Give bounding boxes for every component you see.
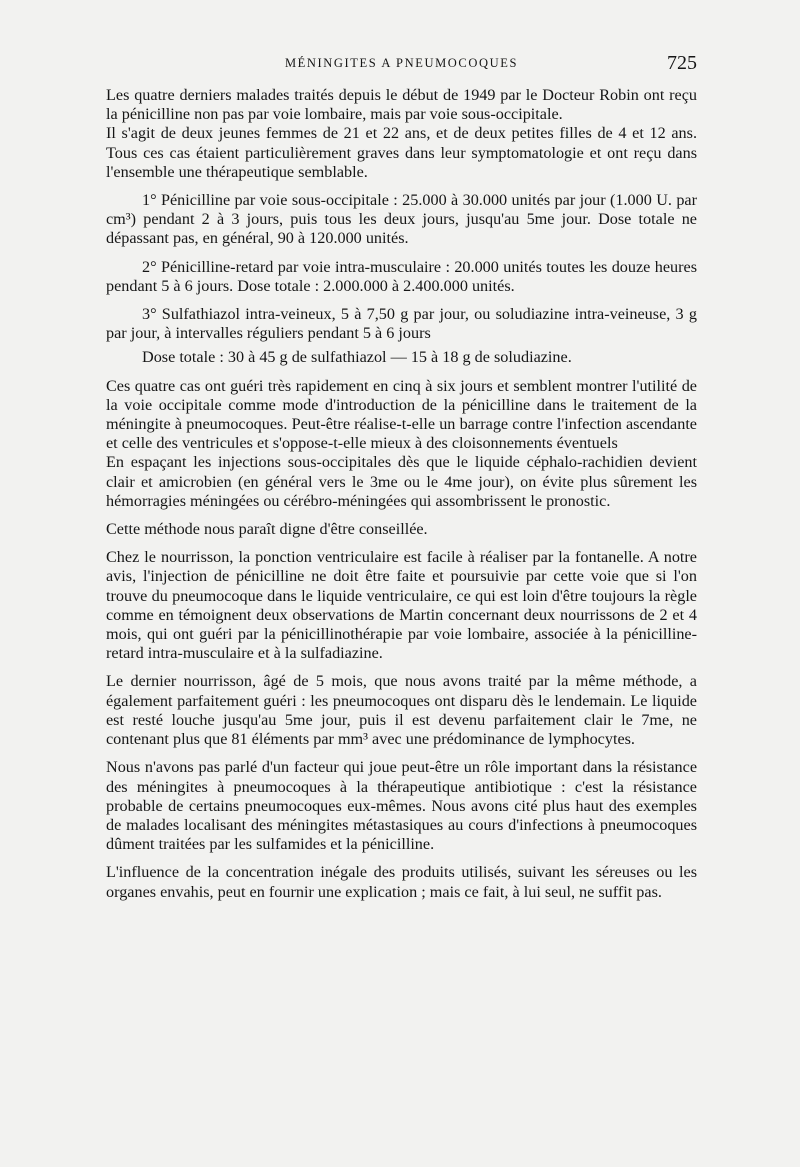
treatment-item-3: 3° Sulfathiazol intra-veineux, 5 à 7,50 g par jour, ou soludiazine intra-veineuse, 3 g par jour, à intervalles réguliers pendant 5 à 6 jours — [106, 305, 697, 343]
paragraph-injections: En espaçant les injections sous-occipitales dès que le liquide céphalo-rachidien devient clair et amicrobien (en général vers le 3me ou le 4me jour), on évite plus sûrement les hémorragies méningées ou cérébro-méningées qui assombrissent le pronostic. — [106, 453, 697, 510]
paragraph-resistance: Nous n'avons pas parlé d'un facteur qui joue peut-être un rôle important dans la résistance des méningites à pneumocoques à la thérapeutique antibiotique : c'est la résistance probable de certains pneumocoques eux-mêmes. Nous avons cité plus haut des exemples de malades localisant des méningites métastasiques au cours d'infections à pneumocoques dûment traitées par les sulfamides et la pénicilline. — [106, 758, 697, 854]
paragraph-conclusion: Ces quatre cas ont guéri très rapidement en cinq à six jours et semblent montrer l'utilité de la voie occipitale comme mode d'introduction de la pénicilline dans le traitement de la méningite à pneumocoques. Peut-être réalise-t-elle un barrage contre l'infection ascendante et celle des ventricules et s'oppose-t-elle mieux à des cloisonnements éventuels — [106, 376, 697, 453]
paragraph-last-infant: Le dernier nourrisson, âgé de 5 mois, que nous avons traité par la même méthode, a également parfaitement guéri : les pneumocoques ont disparu dès le lendemain. Le liquide est resté louche jusqu'au 5me jour, puis il est devenu parfaitement clair le 7me, ne contenant plus que 81 éléments par mm³ avec une prédominance de lymphocytes. — [106, 672, 697, 749]
treatment-item-1: 1° Pénicilline par voie sous-occipitale : 25.000 à 30.000 unités par jour (1.000 U. par cm³) pendant 2 à 3 jours, puis tous les deux jours, jusqu'au 5me jour. Dose totale ne dépassant pas, en général, 90 à 120.000 unités. — [106, 191, 697, 248]
page-number: 725 — [667, 52, 697, 74]
paragraph-1: Les quatre derniers malades traités depuis le début de 1949 par le Docteur Robin ont reçu la pénicilline non pas par voie lombaire, mais par voie sous-occipitale. — [106, 86, 697, 124]
paragraph-influence: L'influence de la concentration inégale des produits utilisés, suivant les séreuses ou les organes envahis, peut en fournir une explication ; mais ce fait, à lui seul, ne suffit pas. — [106, 863, 697, 901]
total-dose-line: Dose totale : 30 à 45 g de sulfathiazol — 15 à 18 g de soludiazine. — [142, 348, 572, 367]
paragraph-infant: Chez le nourrisson, la ponction ventriculaire est facile à réaliser par la fontanelle. A notre avis, l'injection de pénicilline ne doit être faite et poursuivie par cette voie que si l'on trouve du pneumocoque dans le liquide ventriculaire, ce qui est loin d'être toujours la règle comme en témoignent deux observations de Martin concernant deux nourrissons de 2 et 4 mois, qui ont guéri par la pénicillinothérapie par voie lombaire, associée à la pénicilline-retard intra-musculaire et à la sulfadiazine. — [106, 548, 697, 663]
treatment-item-2: 2° Pénicilline-retard par voie intra-musculaire : 20.000 unités toutes les douze heures pendant 5 à 6 jours. Dose totale : 2.000.000 à 2.400.000 unités. — [106, 257, 697, 295]
paragraph-2: Il s'agit de deux jeunes femmes de 21 et 22 ans, et de deux petites filles de 4 et 12 ans. Tous ces cas étaient particulièrement graves dans leur symptomatologie et ont reçu dans l'ensemble une thérapeutique semblable. — [106, 124, 697, 181]
running-head — [106, 52, 697, 78]
body-text — [106, 86, 697, 902]
paragraph-recommendation: Cette méthode nous paraît digne d'être conseillée. — [106, 520, 428, 539]
running-title: MÉNINGITES A PNEUMOCOQUES — [284, 56, 519, 70]
